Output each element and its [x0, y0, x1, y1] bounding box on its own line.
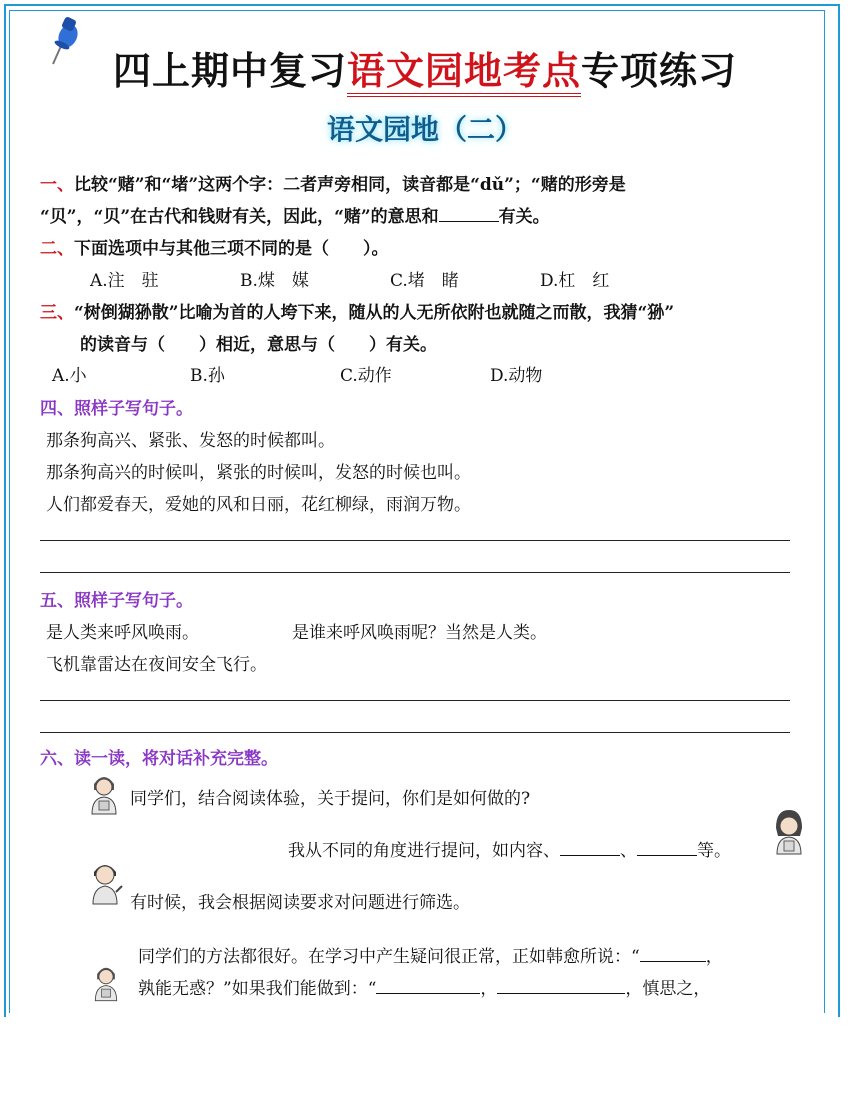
- q1-text-2a: “贝”，“贝”在古代和钱财有关，因此，“赌”的意思和: [40, 207, 439, 227]
- dialogue-teacher-2-text-e: ，慎思之，: [625, 979, 711, 999]
- title-part-1: 四上期中复习: [112, 48, 347, 93]
- q5-answer-line-2[interactable]: [40, 732, 790, 733]
- dialogue-blank-2[interactable]: [637, 841, 697, 856]
- q4-answer-line-1[interactable]: [40, 540, 790, 541]
- dialogue-teacher-2-line-1: [138, 942, 723, 967]
- dialogue-teacher-2-text-a: 同学们的方法都很好。在学习中产生疑问很正常，正如韩愈所说：“: [138, 947, 640, 967]
- q5-sentence-1b: 是谁来呼风唤雨呢？当然是人类。: [292, 623, 547, 643]
- q1-text-2b: 有关。: [498, 207, 550, 227]
- q1-line-2: [40, 202, 550, 227]
- q3-option-c[interactable]: C.动作: [340, 366, 392, 386]
- teacher-avatar-icon-2: [90, 960, 122, 1004]
- title-part-2: 语文园地考点: [347, 48, 581, 97]
- q3-line-1: [40, 298, 674, 323]
- q3-number: 三、: [40, 303, 74, 323]
- q5-heading: 五、照样子写句子。: [40, 591, 193, 611]
- q2-option-d[interactable]: D.杠 红: [540, 271, 610, 291]
- q5-sentence-1a: 是人类来呼风唤雨。: [46, 623, 199, 643]
- q1-text-1: 比较“赌”和“堵”这两个字：二者声旁相同，读音都是“dǔ”；“赌的形旁是: [74, 175, 626, 195]
- teacher-avatar-icon: [86, 770, 122, 816]
- q4-answer-line-2[interactable]: [40, 572, 790, 573]
- q3-line-2: 的读音与（ ）相近，意思与（ ）有关。: [80, 335, 437, 355]
- boy-avatar-icon: [86, 856, 124, 906]
- dialogue-blank-3[interactable]: [640, 947, 706, 962]
- dialogue-boy: 有时候，我会根据阅读要求对问题进行筛选。: [130, 893, 470, 913]
- dialogue-teacher-2-line-2: [138, 974, 710, 999]
- q6-heading: 六、读一读，将对话补充完整。: [40, 749, 278, 769]
- q4-heading: 四、照样子写句子。: [40, 399, 193, 419]
- page-subtitle: 语文园地（二）: [326, 113, 523, 146]
- q5-answer-line-1[interactable]: [40, 700, 790, 701]
- q1-number: 一、: [40, 175, 74, 195]
- q4-sentence-3: 人们都爱春天，爱她的风和日丽，花红柳绿，雨润万物。: [46, 495, 471, 515]
- dialogue-girl: [288, 836, 731, 861]
- dialogue-girl-text-a: 我从不同的角度进行提问，如内容、: [288, 841, 560, 861]
- dialogue-teacher-2-text-b: ，: [705, 947, 723, 967]
- dialogue-blank-5[interactable]: [497, 979, 625, 994]
- q3-option-a[interactable]: A.小: [52, 366, 87, 386]
- q5-sentence-2: 飞机靠雷达在夜间安全飞行。: [46, 655, 267, 675]
- q2-option-c[interactable]: C.堵 睹: [390, 271, 459, 291]
- q3-option-b[interactable]: B.孙: [190, 366, 225, 386]
- page-title: [0, 40, 850, 95]
- q2-option-a[interactable]: A.注 驻: [90, 271, 159, 291]
- q2-line: [40, 234, 389, 259]
- dialogue-teacher-2-text-c: 孰能无惑？”如果我们能做到：“: [138, 979, 377, 999]
- dialogue-girl-text-b: 、: [620, 841, 637, 861]
- q2-number: 二、: [40, 239, 74, 259]
- q3-option-d[interactable]: D.动物: [490, 366, 543, 386]
- q1-answer-blank[interactable]: [439, 207, 499, 222]
- q4-sentence-1: 那条狗高兴、紧张、发怒的时候都叫。: [46, 431, 335, 451]
- q1-line-1: [40, 170, 626, 195]
- q2-text: 下面选项中与其他三项不同的是（ ）。: [74, 239, 389, 259]
- q2-option-b[interactable]: B.煤 媒: [240, 271, 309, 291]
- title-part-3: 专项练习: [581, 48, 738, 93]
- q4-sentence-2: 那条狗高兴的时候叫，紧张的时候叫，发怒的时候也叫。: [46, 463, 471, 483]
- q3-text-1: “树倒猢狲散”比喻为首的人垮下来，随从的人无所依附也就随之而散，我猜“狲”: [74, 303, 675, 323]
- dialogue-blank-4[interactable]: [376, 979, 480, 994]
- dialogue-girl-text-c: 等。: [697, 841, 731, 861]
- dialogue-blank-1[interactable]: [560, 841, 620, 856]
- dialogue-teacher-2-text-d: ，: [480, 979, 498, 999]
- dialogue-teacher-1: 同学们，结合阅读体验，关于提问，你们是如何做的?: [130, 789, 531, 809]
- girl-avatar-icon: [770, 806, 808, 856]
